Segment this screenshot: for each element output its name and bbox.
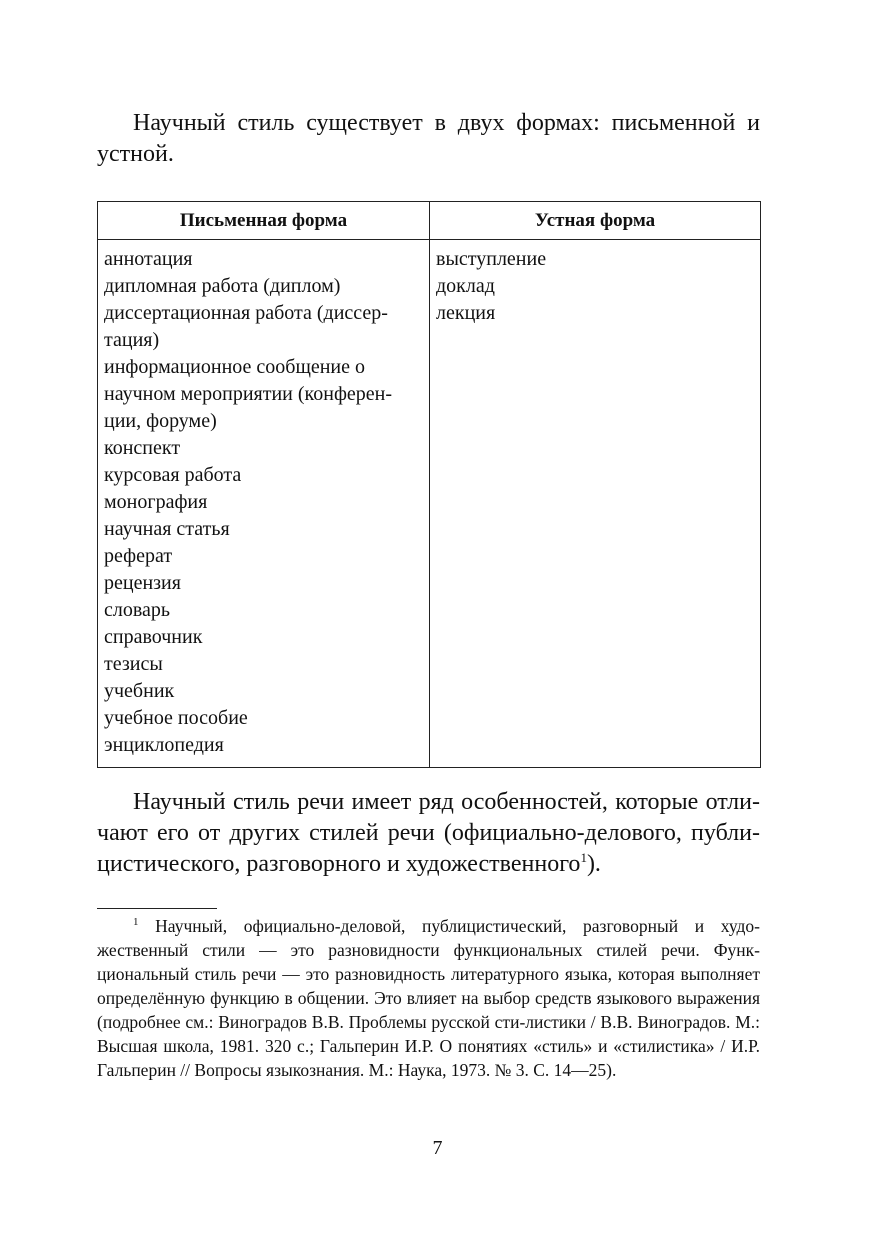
body-text-end: ). [586, 851, 601, 877]
written-form-item: энциклопедия [104, 734, 224, 756]
written-form-item: конспект [104, 437, 181, 459]
written-forms-cell [98, 240, 430, 768]
header-written-form: Письменная форма [98, 202, 430, 240]
table-header-row [98, 202, 761, 240]
written-form-item: словарь [104, 599, 171, 621]
footnote-marker: 1 [133, 916, 139, 929]
header-oral-form: Устная форма [430, 202, 761, 240]
oral-form-item: выступление [436, 248, 547, 270]
written-form-item: учебник [104, 680, 175, 702]
footnote-reference[interactable]: 1 [580, 850, 587, 865]
table-row [98, 240, 761, 768]
written-form-item: монография [104, 491, 208, 513]
written-form-item: информационное сообщение о научном мероприятии (конферен-ции, форуме) [104, 356, 393, 432]
footnote-divider [97, 908, 217, 909]
written-form-item: рецензия [104, 572, 181, 594]
oral-form-item: доклад [436, 275, 495, 297]
written-form-item: реферат [104, 545, 173, 567]
written-form-item: курсовая работа [104, 464, 242, 486]
intro-paragraph: Научный стиль существует в двух формах: письменной и устной. [97, 110, 760, 167]
written-form-item: тезисы [104, 653, 163, 675]
oral-forms-cell [430, 240, 761, 768]
written-form-item: учебное пособие [104, 707, 248, 729]
written-form-item: диссертационная работа (диссер-тация) [104, 302, 388, 351]
oral-form-item: лекция [436, 302, 496, 324]
written-form-item: дипломная работа (диплом) [104, 275, 341, 297]
written-form-item: справочник [104, 626, 203, 648]
page-number: 7 [432, 1137, 443, 1159]
written-form-item: научная статья [104, 518, 230, 540]
body-paragraph [97, 787, 760, 880]
footnote-text: Научный, официально-деловой, публицистический, разговорный и худо-жественный стили — это разновидности функциональных стилей речи. Функ-циональный стиль речи — это разновидность литературного языка, которая выполняет определённую функцию в общении. Это влияет на выбор средств языкового выражения (подробнее см.: Виноградов В.В. Проблемы русской сти-листики / В.В. Виноградов. М.: Высшая школа, 1981. 320 с.; Гальперин И.Р. О понятиях «стиль» и «стилистика» / И.Р. Гальперин // Вопросы языкознания. М.: Наука, 1973. № 3. С. 14—25). [97, 916, 760, 1080]
forms-table [97, 201, 761, 768]
written-form-item: аннотация [104, 248, 193, 270]
footnote [97, 914, 760, 1082]
body-text: Научный стиль речи имеет ряд особенностей, которые отли-чают его от других стилей речи (официально-делового, публи-цистического, разговорного и художественного [97, 789, 760, 877]
